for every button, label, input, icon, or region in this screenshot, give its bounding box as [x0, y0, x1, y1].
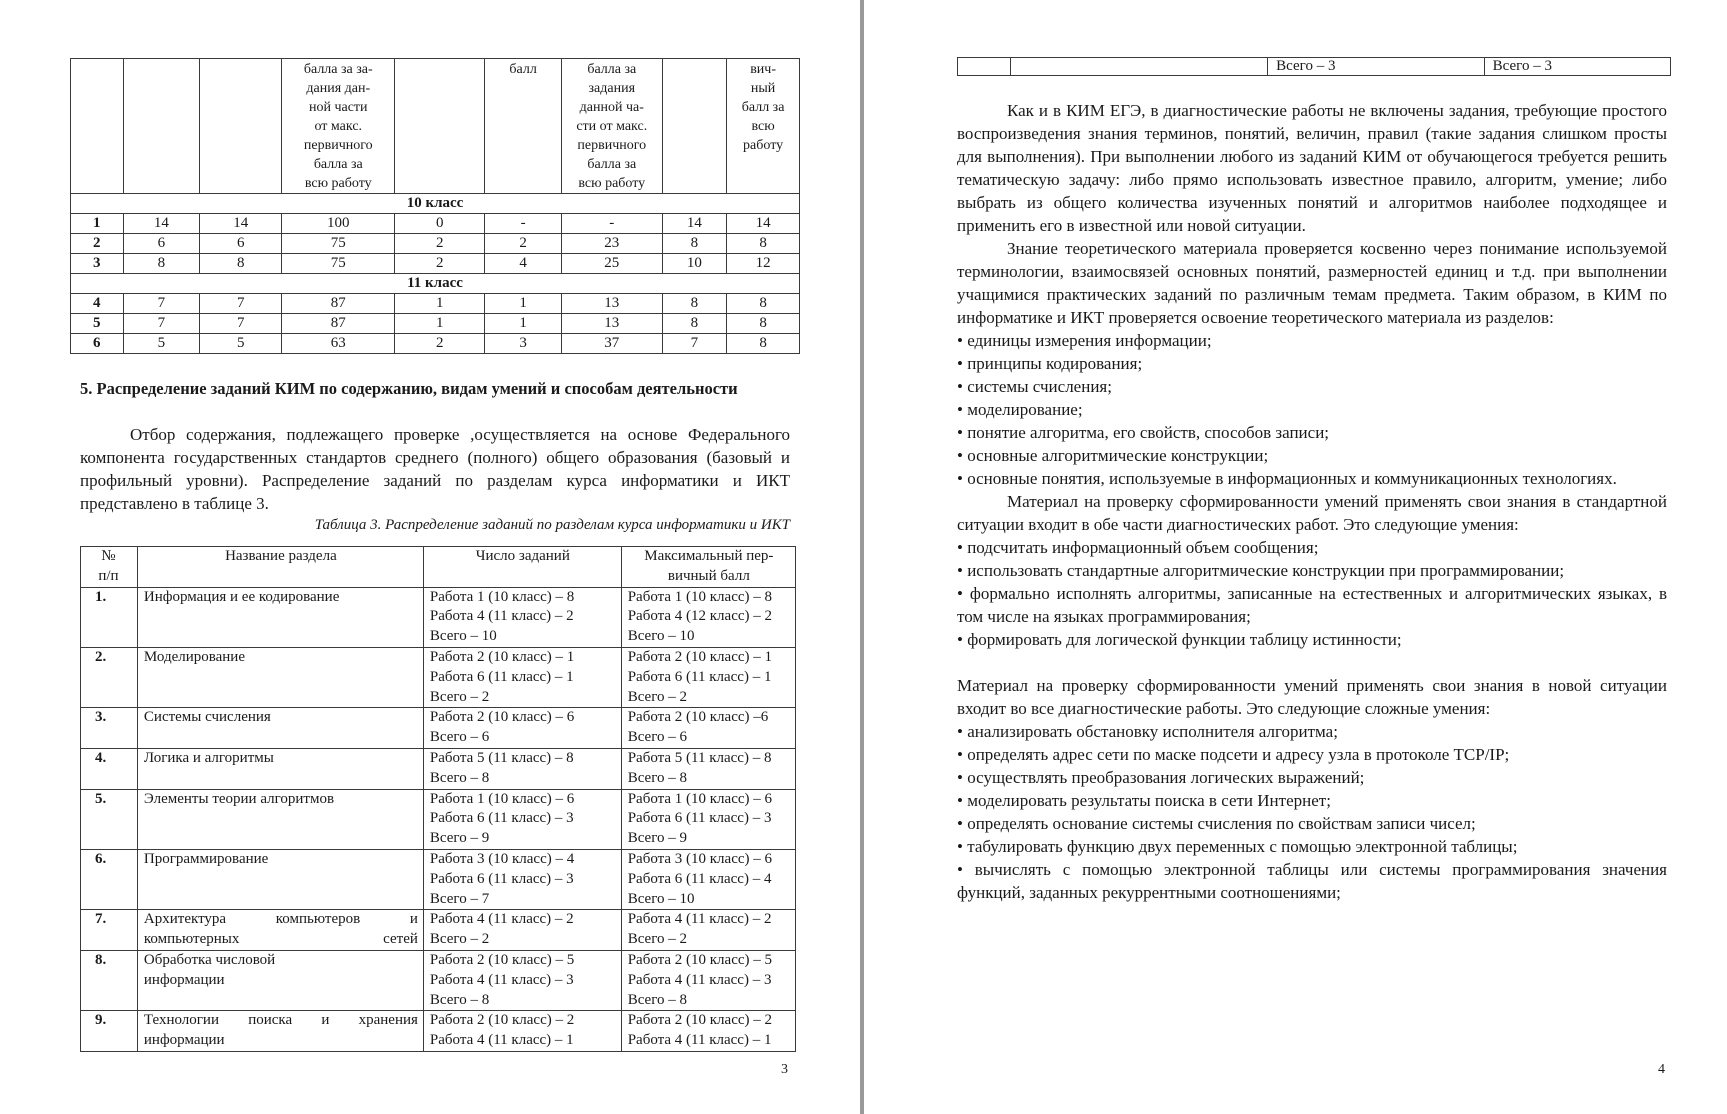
table-cell: 87	[282, 314, 395, 334]
table-cell: 1	[395, 294, 485, 314]
row-number: 6.	[81, 849, 138, 909]
table-row	[71, 254, 800, 274]
list-item: • табулировать функцию двух переменных с помощью электронной таблицы;	[957, 837, 1518, 856]
row-number: 8.	[81, 950, 138, 1010]
group-header-11: 11 класс	[71, 274, 800, 294]
table-row	[71, 214, 800, 234]
section-name: Системы счисления	[137, 708, 423, 749]
table-cell: 23	[561, 234, 662, 254]
table-row	[81, 789, 796, 849]
list-item: • принципы кодирования;	[957, 354, 1143, 373]
section-name: Обработка числовой информации	[137, 950, 423, 1010]
table-row	[81, 647, 796, 707]
row-number: 5.	[81, 789, 138, 849]
table-cell: 2	[71, 234, 124, 254]
table-cell: 14	[662, 214, 727, 234]
table-cell: 13	[561, 314, 662, 334]
table-cell	[958, 58, 1011, 76]
header-cell: вич- ный балл за всю работу	[727, 59, 800, 194]
table-row	[81, 748, 796, 789]
table-cell: 3	[71, 254, 124, 274]
header-cell: балла за задания данной ча- сти от макс. первичного балла за всю работу	[561, 59, 662, 194]
table-cell: 1	[395, 314, 485, 334]
table-cell: 37	[561, 334, 662, 354]
header-cell: балла за за- дания дан- ной части от макс. первичного балла за всю работу	[282, 59, 395, 194]
list-item: • системы счисления;	[957, 377, 1112, 396]
table-row	[81, 1011, 796, 1052]
header-cell	[123, 59, 199, 194]
table-row	[71, 234, 800, 254]
table-cell: 8	[727, 334, 800, 354]
distribution-table	[80, 546, 796, 1052]
paragraph	[957, 237, 1667, 329]
table-row	[81, 587, 796, 647]
table-cell: 5	[123, 334, 199, 354]
table-cell	[1011, 58, 1268, 76]
tasks-count: Работа 2 (10 класс) – 5 Работа 4 (11 класс) – 3 Всего – 8	[423, 950, 621, 1010]
max-score: Работа 2 (10 класс) – 2 Работа 4 (11 класс) – 1	[621, 1011, 795, 1052]
continued-table	[957, 57, 1671, 76]
paragraph-text: Материал на проверку сформированности умений применять свои знания в стандартной ситуации входит в обе части диагностических работ. Это следующие умения:	[957, 492, 1667, 534]
list-item: • формировать для логической функции таблицу истинности;	[957, 630, 1402, 649]
table-cell: 3	[485, 334, 562, 354]
tasks-count: Работа 5 (11 класс) – 8 Всего – 8	[423, 748, 621, 789]
section-name: Логика и алгоритмы	[137, 748, 423, 789]
table-cell: 2	[395, 334, 485, 354]
table-row	[81, 950, 796, 1010]
section-paragraph	[80, 423, 790, 515]
row-number: 9.	[81, 1011, 138, 1052]
table-row	[71, 294, 800, 314]
tasks-count: Работа 2 (10 класс) – 1 Работа 6 (11 класс) – 1 Всего – 2	[423, 647, 621, 707]
section-name: Технологии поиска и хранения информации	[137, 1011, 423, 1052]
table-cell: 4	[71, 294, 124, 314]
score-table-header	[71, 59, 800, 194]
row-number: 3.	[81, 708, 138, 749]
table-header-row	[81, 547, 796, 588]
section-name: Информация и ее кодирование	[137, 587, 423, 647]
tasks-count: Работа 1 (10 класс) – 6 Работа 6 (11 класс) – 3 Всего – 9	[423, 789, 621, 849]
group-header-10: 10 класс	[71, 194, 800, 214]
table-cell: 25	[561, 254, 662, 274]
header-cell: балл	[485, 59, 562, 194]
table-cell: -	[485, 214, 562, 234]
list-item: • единицы измерения информации;	[957, 331, 1212, 350]
table-row	[71, 334, 800, 354]
header-cell	[662, 59, 727, 194]
header-cell	[71, 59, 124, 194]
max-score: Работа 5 (11 класс) – 8 Всего – 8	[621, 748, 795, 789]
row-number: 2.	[81, 647, 138, 707]
table-cell: 8	[662, 314, 727, 334]
table-cell: -	[561, 214, 662, 234]
table-cell: 7	[662, 334, 727, 354]
max-score: Работа 1 (10 класс) – 8 Работа 4 (12 класс) – 2 Всего – 10	[621, 587, 795, 647]
table-cell: 5	[200, 334, 282, 354]
paragraph-text: Как и в КИМ ЕГЭ, в диагностические работы не включены задания, требующие простого воспроизведения знания терминов, понятий, величин, правил (такие задания слишком просты для выполнения). При выполнении любого из заданий КИМ от обучающегося требуется решить тематическую задачу: либо прямо использовать известное правило, алгоритм, умение; либо выбрать из общего количества изученных понятий и алгоритмов наиболее подходящее и применить его в известной или новой ситуации.	[957, 101, 1667, 235]
max-score: Работа 2 (10 класс) – 1 Работа 6 (11 класс) – 1 Всего – 2	[621, 647, 795, 707]
table-cell: 10	[662, 254, 727, 274]
table-cell: 1	[485, 314, 562, 334]
paragraph	[957, 99, 1667, 237]
table-cell: 1	[71, 214, 124, 234]
table-cell: 14	[123, 214, 199, 234]
score-table	[70, 58, 800, 354]
tasks-count: Работа 4 (11 класс) – 2 Всего – 2	[423, 910, 621, 951]
table-cell: 8	[662, 234, 727, 254]
row-number: 7.	[81, 910, 138, 951]
header-cell	[395, 59, 485, 194]
paragraph: Материал на проверку сформированности умений применять свои знания в новой ситуации входит во все диагностические работы. Это следующие сложные умения:	[957, 676, 1667, 718]
list-item: • определять адрес сети по маске подсети и адресу узла в протоколе TCP/IP;	[957, 745, 1510, 764]
list-item: • понятие алгоритма, его свойств, способов записи;	[957, 423, 1330, 442]
table-row	[958, 58, 1671, 76]
page-number: 3	[781, 1062, 788, 1077]
table-cell: 2	[485, 234, 562, 254]
section-name: Программирование	[137, 849, 423, 909]
table-cell: 8	[123, 254, 199, 274]
table-cell: 100	[282, 214, 395, 234]
table-cell: 14	[727, 214, 800, 234]
table-cell: 14	[200, 214, 282, 234]
table-row	[81, 910, 796, 951]
table-cell: 1	[485, 294, 562, 314]
table-cell: 4	[485, 254, 562, 274]
list-item: • вычислять с помощью электронной таблицы или системы программирования значения функций, заданных рекуррентными соотношениями;	[957, 860, 1667, 902]
table-row	[81, 849, 796, 909]
column-header: Максимальный пер- вичный балл	[621, 547, 795, 588]
table-cell: 63	[282, 334, 395, 354]
column-header: Число заданий	[423, 547, 621, 588]
list-item: • основные алгоритмические конструкции;	[957, 446, 1269, 465]
tasks-count: Работа 1 (10 класс) – 8 Работа 4 (11 класс) – 2 Всего – 10	[423, 587, 621, 647]
table-cell: 6	[200, 234, 282, 254]
column-header: Название раздела	[137, 547, 423, 588]
max-score: Работа 4 (11 класс) – 2 Всего – 2	[621, 910, 795, 951]
tasks-count: Работа 2 (10 класс) – 6 Всего – 6	[423, 708, 621, 749]
list-item: • использовать стандартные алгоритмические конструкции при программировании;	[957, 561, 1565, 580]
list-item: • моделировать результаты поиска в сети Интернет;	[957, 791, 1331, 810]
table-cell: 2	[395, 254, 485, 274]
paragraph	[957, 490, 1667, 536]
max-score: Работа 2 (10 класс) – 5 Работа 4 (11 класс) – 3 Всего – 8	[621, 950, 795, 1010]
row-number: 1.	[81, 587, 138, 647]
table-cell: 8	[200, 254, 282, 274]
section-title: 5. Распределение заданий КИМ по содержанию, видам умений и способам деятельности	[80, 379, 738, 398]
column-header: № п/п	[81, 547, 138, 588]
page-left	[0, 0, 862, 1114]
table-cell: 12	[727, 254, 800, 274]
header-cell	[200, 59, 282, 194]
table-cell: Всего – 3	[1268, 58, 1485, 76]
list-item: • формально исполнять алгоритмы, записанные на естественных и алгоритмических языках, в том числе на языках программирования;	[957, 584, 1667, 626]
table-cell: 2	[395, 234, 485, 254]
table-row	[71, 314, 800, 334]
section-name: Архитектура компьютеров и компьютерных сетей	[137, 910, 423, 951]
max-score: Работа 2 (10 класс) –6 Всего – 6	[621, 708, 795, 749]
table-cell: 0	[395, 214, 485, 234]
table-cell: 8	[727, 234, 800, 254]
page-number: 4	[1658, 1062, 1665, 1077]
right-page-text	[957, 99, 1667, 904]
max-score: Работа 1 (10 класс) – 6 Работа 6 (11 класс) – 3 Всего – 9	[621, 789, 795, 849]
paragraph-text: Знание теоретического материала проверяется косвенно через понимание используемой терминологии, взаимосвязей основных понятий, размерностей единиц и т.д. при выполнении учащимися практических заданий по различным темам предмета. Таким образом, в КИМ по информатике и ИКТ проверяется освоение теоретического материала из разделов:	[957, 239, 1667, 327]
table-cell: Всего – 3	[1484, 58, 1670, 76]
list-item: • моделирование;	[957, 400, 1083, 419]
table-caption: Таблица 3. Распределение заданий по разделам курса информатики и ИКТ	[314, 517, 790, 533]
list-item: • подсчитать информационный объем сообщения;	[957, 538, 1319, 557]
max-score: Работа 3 (10 класс) – 6 Работа 6 (11 класс) – 4 Всего – 10	[621, 849, 795, 909]
table-cell: 7	[200, 314, 282, 334]
list-item: • определять основание системы счисления по свойствам записи чисел;	[957, 814, 1476, 833]
table-cell: 6	[123, 234, 199, 254]
table-cell: 8	[662, 294, 727, 314]
paragraph-text: Отбор содержания, подлежащего проверке ,осуществляется на основе Федерального компонента государственных стандартов среднего (полного) общего образования (базовый и профильный уровни). Распределение заданий по разделам курса информатики и ИКТ представлено в таблице 3.	[80, 425, 790, 513]
table-cell: 5	[71, 314, 124, 334]
table-cell: 75	[282, 254, 395, 274]
table-cell: 8	[727, 294, 800, 314]
table-cell: 6	[71, 334, 124, 354]
list-item: • анализировать обстановку исполнителя алгоритма;	[957, 722, 1338, 741]
list-item: • осуществлять преобразования логических выражений;	[957, 768, 1365, 787]
tasks-count: Работа 3 (10 класс) – 4 Работа 6 (11 класс) – 3 Всего – 7	[423, 849, 621, 909]
section-name: Элементы теории алгоритмов	[137, 789, 423, 849]
table-row	[81, 708, 796, 749]
table-cell: 75	[282, 234, 395, 254]
list-item: • основные понятия, используемые в информационных и коммуникационных технологиях.	[957, 469, 1617, 488]
tasks-count: Работа 2 (10 класс) – 2 Работа 4 (11 класс) – 1	[423, 1011, 621, 1052]
table-cell: 7	[200, 294, 282, 314]
table-cell: 13	[561, 294, 662, 314]
table-cell: 7	[123, 314, 199, 334]
section-name: Моделирование	[137, 647, 423, 707]
table-cell: 87	[282, 294, 395, 314]
table-cell: 8	[727, 314, 800, 334]
row-number: 4.	[81, 748, 138, 789]
table-cell: 7	[123, 294, 199, 314]
